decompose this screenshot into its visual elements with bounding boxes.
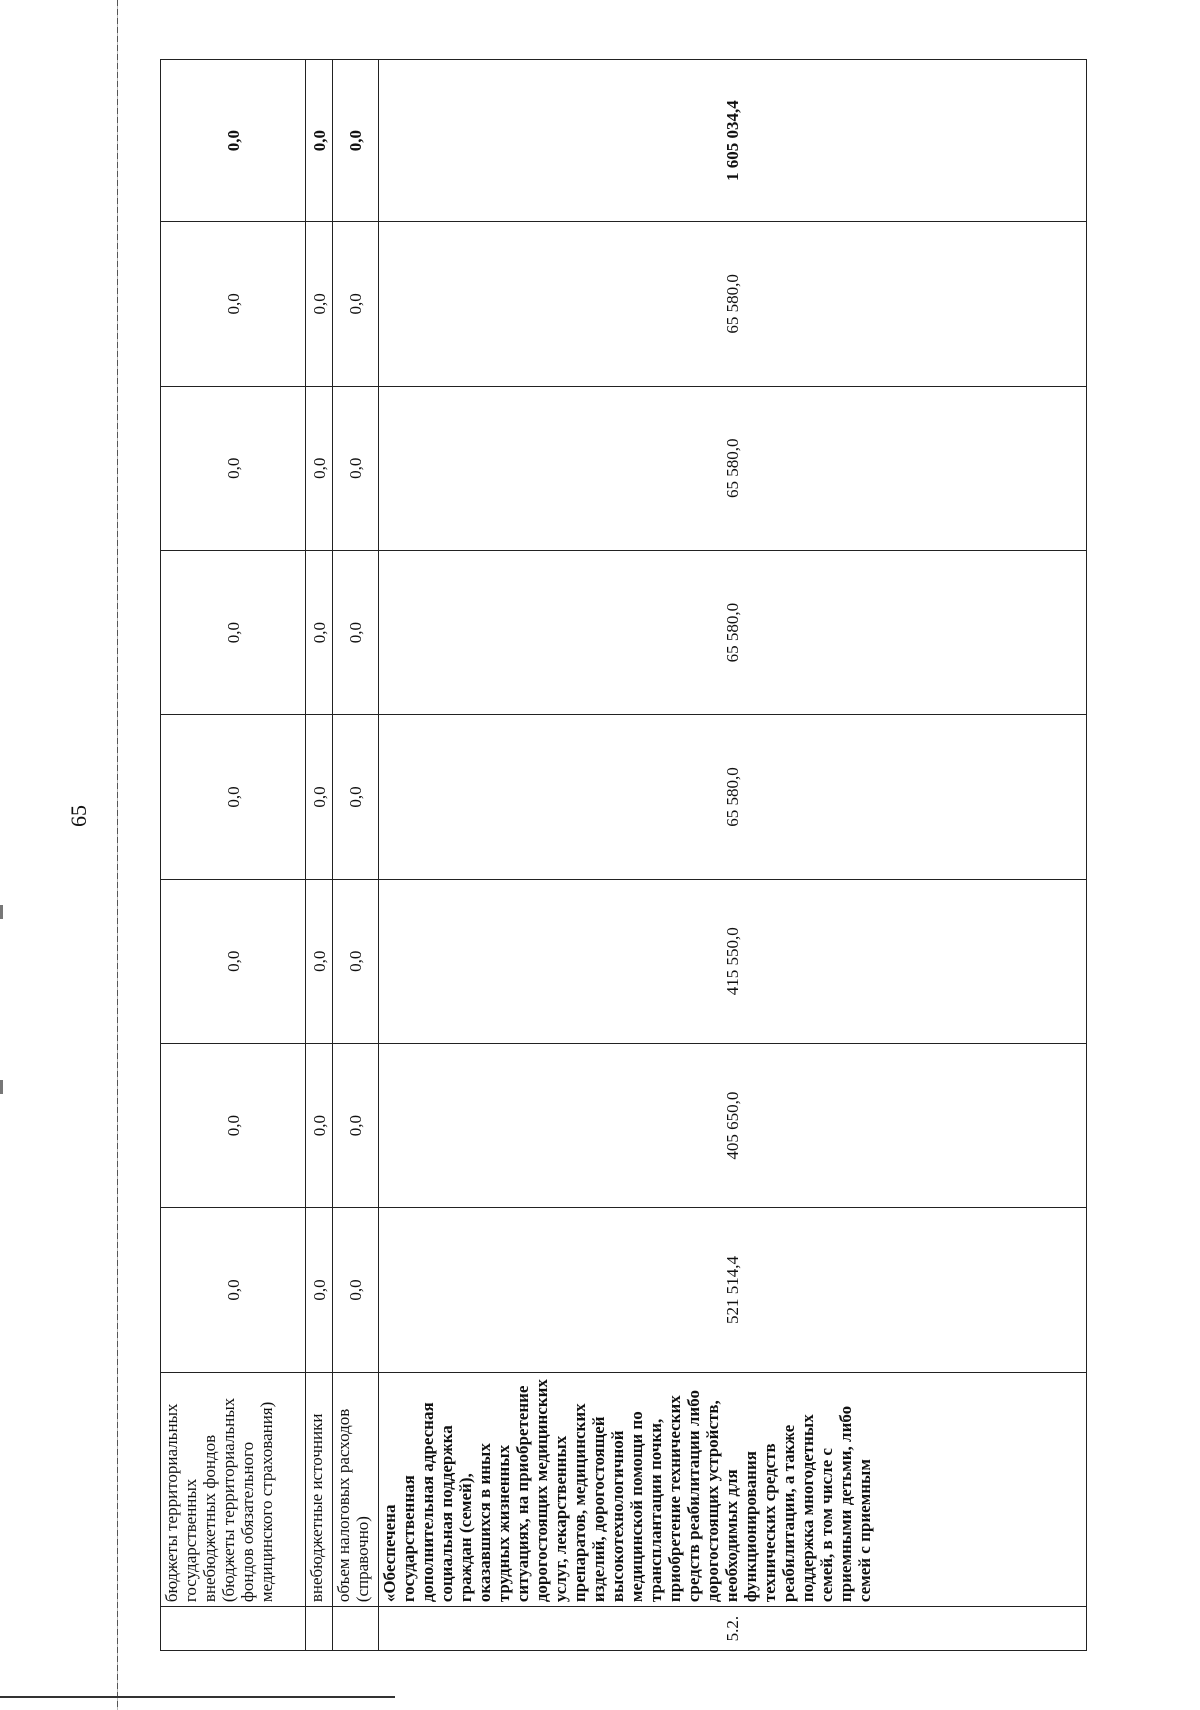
value-cell: 65 580,0	[379, 715, 1087, 879]
scan-mark	[0, 905, 3, 919]
value-cell: 65 580,0	[379, 550, 1087, 714]
value-cell: 0,0	[333, 1043, 379, 1207]
total-cell: 0,0	[161, 60, 306, 222]
value-cell: 0,0	[333, 1208, 379, 1372]
value-cell: 0,0	[333, 222, 379, 386]
total-cell: 0,0	[306, 60, 333, 222]
value-cell: 0,0	[306, 715, 333, 879]
row-number: 5.2.	[379, 1607, 1087, 1651]
value-cell: 0,0	[161, 386, 306, 550]
value-cell: 0,0	[333, 715, 379, 879]
table-row	[379, 60, 1087, 1651]
value-cell: 0,0	[161, 222, 306, 386]
value-cell: 0,0	[306, 1043, 333, 1207]
rotated-page-content	[160, 59, 1086, 1651]
row-number	[161, 1607, 306, 1651]
value-cell: 0,0	[306, 386, 333, 550]
row-description: бюджеты территориальных государственных внебюджетных фондов (бюджеты территориальных фондов обязательного медицинского страхования)	[161, 1372, 306, 1606]
table-row	[333, 60, 379, 1651]
row-description: внебюджетные источники	[306, 1372, 333, 1606]
value-cell: 0,0	[306, 550, 333, 714]
value-cell: 65 580,0	[379, 222, 1087, 386]
value-cell: 0,0	[161, 1208, 306, 1372]
value-cell: 0,0	[161, 1043, 306, 1207]
scan-mark	[0, 1080, 3, 1094]
row-number	[333, 1607, 379, 1651]
table-row	[161, 60, 306, 1651]
total-cell: 1 605 034,4	[379, 60, 1087, 222]
value-cell: 0,0	[333, 879, 379, 1043]
value-cell: 0,0	[306, 1208, 333, 1372]
row-description: объем налоговых расходов (справочно)	[333, 1372, 379, 1606]
page-number: 65	[66, 805, 91, 827]
value-cell: 521 514,4	[379, 1208, 1087, 1372]
total-cell: 0,0	[333, 60, 379, 222]
value-cell: 0,0	[333, 386, 379, 550]
value-cell: 415 550,0	[379, 879, 1087, 1043]
value-cell: 405 650,0	[379, 1043, 1087, 1207]
value-cell: 0,0	[161, 715, 306, 879]
value-cell: 65 580,0	[379, 386, 1087, 550]
scan-bottom-line	[0, 1696, 395, 1698]
value-cell: 0,0	[161, 550, 306, 714]
value-cell: 0,0	[333, 550, 379, 714]
table-row	[306, 60, 333, 1651]
row-number	[306, 1607, 333, 1651]
scan-edge-line	[117, 0, 118, 1710]
value-cell: 0,0	[306, 879, 333, 1043]
value-cell: 0,0	[161, 879, 306, 1043]
row-description: «Обеспечена государственная дополнительная адресная социальная поддержка граждан (семей), оказавшихся в иных трудных жизненных ситуациях, на приобретение дорогостоящих медицинских услуг, лекарственных препаратов, медицинских изделий, дорогостоящей высокотехнологичной медицинской помощи по трансплантации почки, приобретение технических средств реабилитации либо дорогостоящих устройств, необходимых для функционирования технических средств реабилитации, а также поддержка многодетных семей, в том числе с приемными детьми, либо семей с приемным	[379, 1372, 1087, 1606]
value-cell: 0,0	[306, 222, 333, 386]
budget-table	[160, 59, 1087, 1651]
